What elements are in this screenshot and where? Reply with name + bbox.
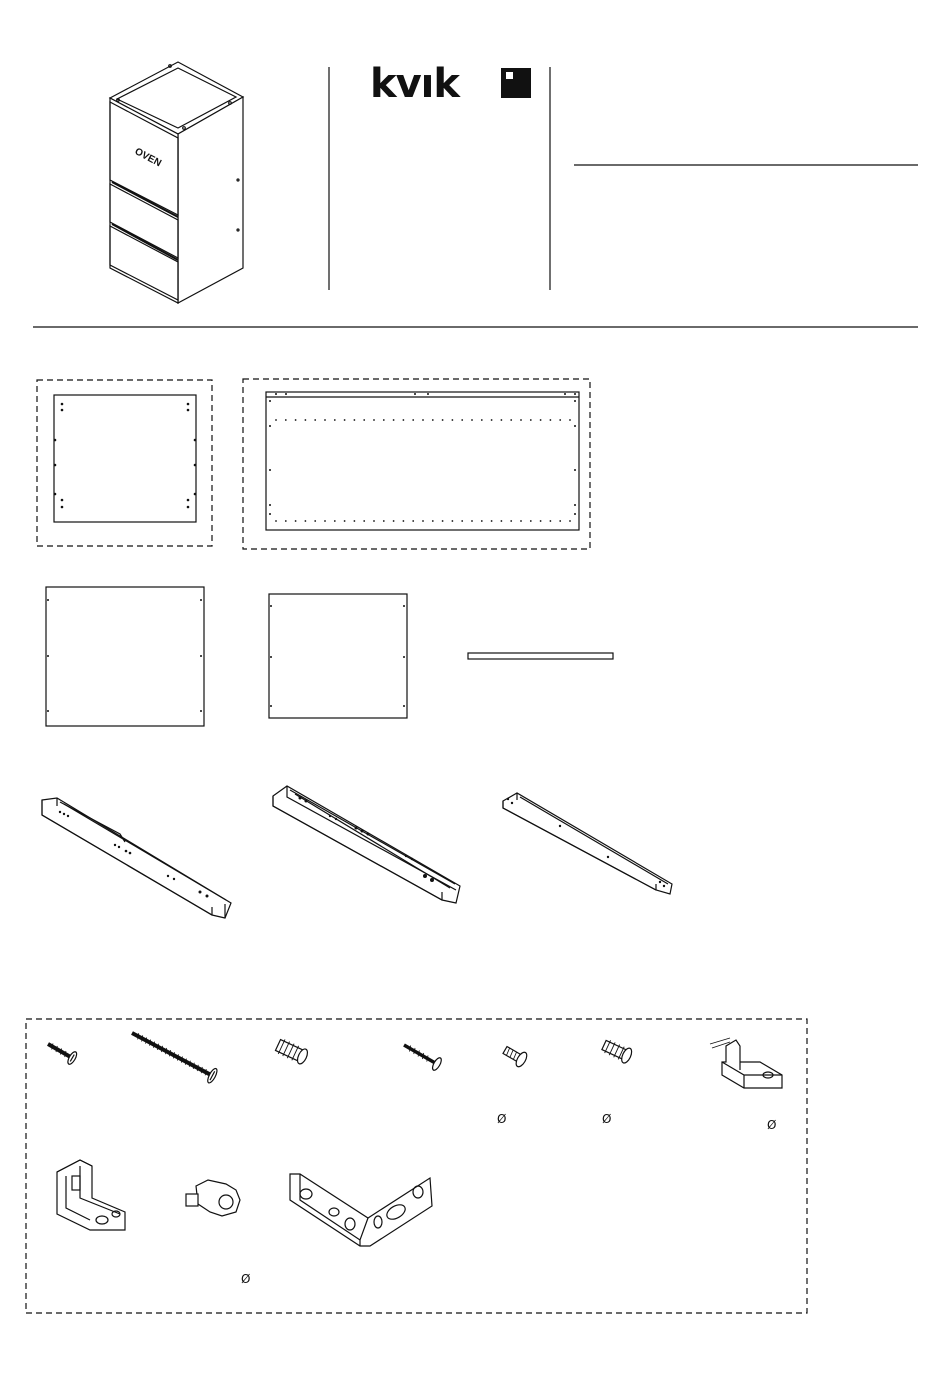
drill-hole	[414, 393, 416, 395]
drill-hole	[574, 513, 576, 515]
hardware-frame	[26, 1019, 807, 1313]
drill-hole	[422, 520, 424, 522]
drill-hole	[412, 520, 414, 522]
hanger-bracket-icon	[710, 1038, 782, 1088]
drill-hole	[305, 419, 307, 421]
side-panel	[37, 380, 212, 546]
drill-hole	[285, 520, 287, 522]
drill-hole	[305, 520, 307, 522]
dowel-small-icon	[601, 1038, 634, 1065]
drill-hole	[432, 520, 434, 522]
oven-label: OVEN	[132, 146, 163, 170]
drill-hole	[550, 419, 552, 421]
diameter-label-hanger: Ø	[767, 1118, 777, 1132]
drill-hole	[501, 520, 503, 522]
drill-hole	[520, 419, 522, 421]
drill-hole	[574, 400, 576, 402]
angle-bracket-icon	[290, 1174, 432, 1246]
drill-hole	[344, 520, 346, 522]
drill-hole	[569, 419, 571, 421]
drill-hole	[269, 400, 271, 402]
drill-hole	[269, 504, 271, 506]
drawer-runner-left	[42, 798, 231, 918]
drill-hole	[354, 520, 356, 522]
machine-screw-icon	[501, 1043, 529, 1068]
drill-hole	[354, 419, 356, 421]
drill-hole	[393, 520, 395, 522]
drill-hole	[403, 520, 405, 522]
diameter-label-cam: Ø	[241, 1272, 251, 1286]
drill-hole	[574, 504, 576, 506]
drill-hole	[442, 419, 444, 421]
screw-medium-icon	[401, 1039, 444, 1072]
drill-hole	[422, 419, 424, 421]
drill-hole	[383, 520, 385, 522]
drawer-front-small	[269, 594, 407, 718]
drill-hole	[373, 520, 375, 522]
drill-hole	[491, 520, 493, 522]
drill-hole	[559, 419, 561, 421]
logo-wordmark: kvık	[370, 61, 459, 107]
drill-hole	[569, 520, 571, 522]
drill-hole	[285, 419, 287, 421]
drill-hole	[412, 419, 414, 421]
cabinet-illustration	[110, 62, 243, 303]
drill-hole	[383, 419, 385, 421]
drill-hole	[344, 419, 346, 421]
drill-hole	[363, 419, 365, 421]
drill-hole	[334, 419, 336, 421]
drill-hole	[403, 419, 405, 421]
drill-hole	[510, 520, 512, 522]
diameter-label-screw-small: Ø	[497, 1112, 507, 1126]
drill-hole	[314, 520, 316, 522]
rail-strip	[468, 653, 613, 659]
drill-hole	[324, 419, 326, 421]
drill-hole	[471, 520, 473, 522]
drill-hole	[442, 520, 444, 522]
drill-hole	[461, 419, 463, 421]
drill-hole	[427, 393, 429, 395]
drill-hole	[501, 419, 503, 421]
drill-hole	[285, 393, 287, 395]
screw-short-icon	[45, 1038, 79, 1066]
drill-hole	[295, 419, 297, 421]
drill-hole	[530, 520, 532, 522]
drawer-runner-right	[503, 793, 672, 894]
drill-hole	[471, 419, 473, 421]
drill-hole	[269, 425, 271, 427]
drill-hole	[520, 520, 522, 522]
dowel-icon	[275, 1038, 310, 1066]
drill-hole	[491, 419, 493, 421]
drawer-runner-middle	[273, 786, 460, 903]
drill-hole	[530, 419, 532, 421]
drawer-front-large	[46, 587, 204, 726]
drill-hole	[564, 393, 566, 395]
drill-hole	[540, 520, 542, 522]
cam-lock-icon	[186, 1180, 240, 1216]
drill-hole	[481, 520, 483, 522]
drill-hole	[324, 520, 326, 522]
drill-hole	[559, 520, 561, 522]
drill-hole	[393, 419, 395, 421]
back-panel	[243, 379, 590, 549]
drill-hole	[574, 469, 576, 471]
drill-hole	[269, 513, 271, 515]
drill-hole	[574, 425, 576, 427]
drill-hole	[574, 393, 576, 395]
drill-hole	[432, 419, 434, 421]
drill-hole	[295, 520, 297, 522]
drill-hole	[269, 469, 271, 471]
drill-hole	[452, 520, 454, 522]
drill-hole	[275, 419, 277, 421]
drill-hole	[314, 419, 316, 421]
diameter-label-dowel: Ø	[602, 1112, 612, 1126]
drill-hole	[481, 419, 483, 421]
corner-bracket-icon	[57, 1160, 125, 1230]
drill-hole	[550, 520, 552, 522]
drill-hole	[334, 520, 336, 522]
drill-hole	[363, 520, 365, 522]
drill-hole	[373, 419, 375, 421]
drill-hole	[461, 520, 463, 522]
drill-hole	[275, 520, 277, 522]
drill-hole	[275, 393, 277, 395]
drill-hole	[452, 419, 454, 421]
drill-hole	[540, 419, 542, 421]
drill-hole	[510, 419, 512, 421]
screw-long-icon	[128, 1026, 219, 1084]
